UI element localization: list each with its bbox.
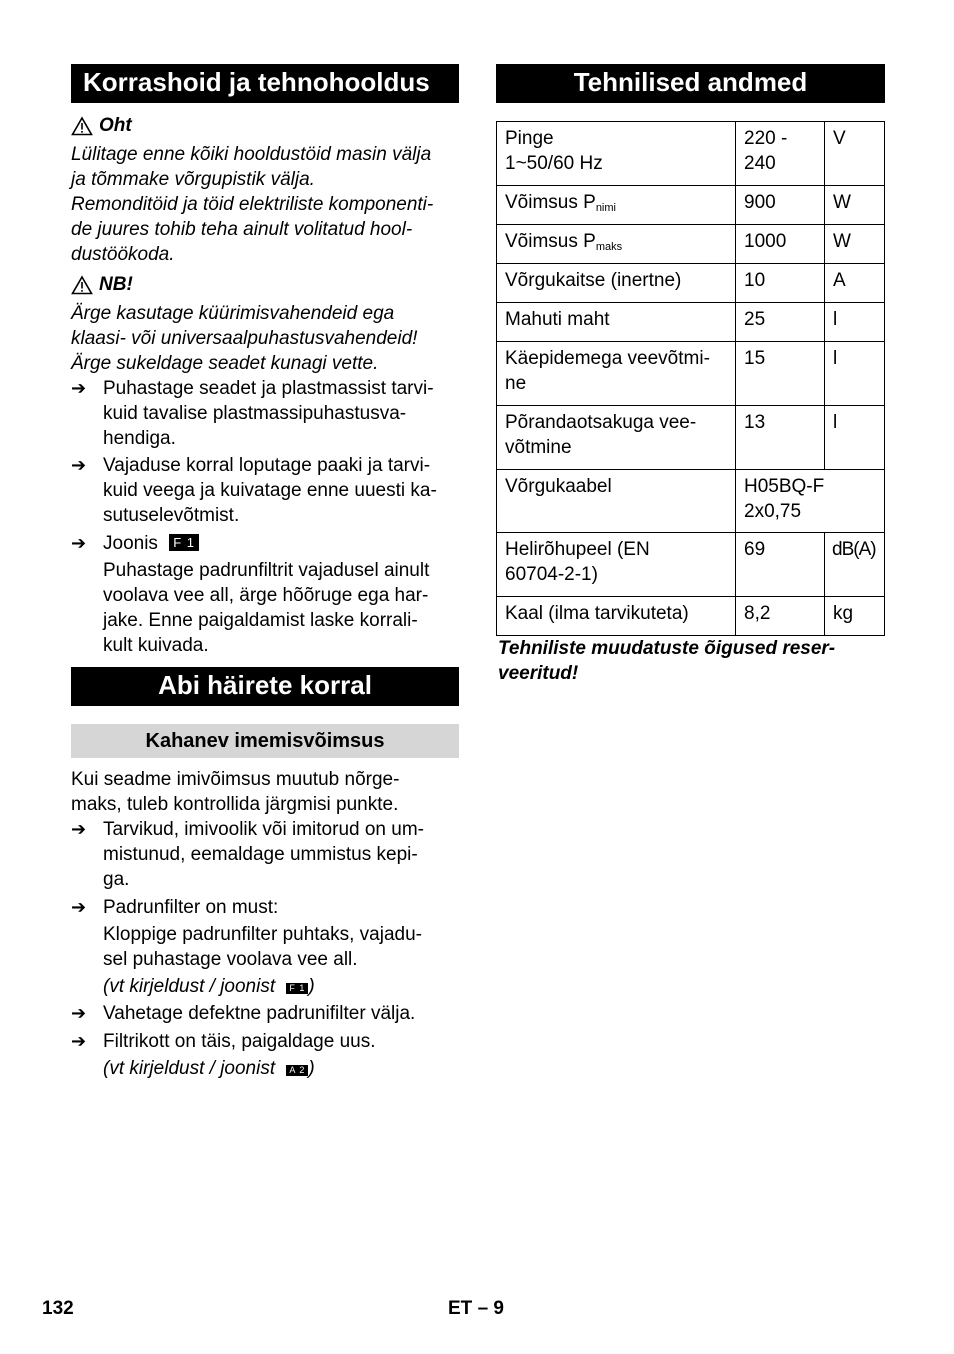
text-line: ga. xyxy=(103,869,130,890)
intro-text xyxy=(71,767,459,817)
spec-unit: A xyxy=(825,264,885,303)
warning-triangle-icon xyxy=(71,116,93,136)
text-line: ja tõmmake võrgupistik välja. xyxy=(71,169,315,190)
figure-badge: F 1 xyxy=(169,534,199,551)
text-line: 10 xyxy=(744,270,766,291)
text-line: Kui seadme imivõimsus muutub nõrge- xyxy=(71,769,400,790)
arrow-right-icon: ➔ xyxy=(71,1031,87,1051)
text-line: Filtrikott on täis, paigaldage uus. xyxy=(103,1031,376,1052)
spec-note xyxy=(496,636,885,686)
reference-close: ) xyxy=(308,976,315,997)
left-column xyxy=(71,64,459,1081)
subscript: nimi xyxy=(595,202,616,214)
spec-value xyxy=(736,264,825,303)
text-line: 13 xyxy=(744,412,766,433)
spec-row xyxy=(497,342,885,406)
spec-unit: W xyxy=(825,186,885,225)
arrow-right-icon: ➔ xyxy=(71,455,87,475)
spec-row xyxy=(497,264,885,303)
warning-triangle-icon xyxy=(71,275,93,295)
step-item xyxy=(71,1029,459,1081)
spec-value xyxy=(736,597,825,636)
spec-unit: kg xyxy=(825,597,885,636)
step-item xyxy=(71,376,459,451)
spec-unit: W xyxy=(825,225,885,264)
text-line: 60704-2-1) xyxy=(505,564,598,585)
text-line xyxy=(505,229,727,254)
spec-value xyxy=(736,470,885,533)
warning-oht xyxy=(71,113,459,138)
spec-label xyxy=(497,406,736,470)
text-line: Põrandaotsakuga vee- xyxy=(505,412,697,433)
reference-text: (vt kirjeldust / joonist xyxy=(103,976,276,997)
spec-row xyxy=(497,303,885,342)
text-line: kuid veega ja kuivatage enne uuesti ka- xyxy=(103,480,437,501)
arrow-right-icon: ➔ xyxy=(71,819,87,839)
text-line: Kloppige padrunfilter puhtaks, vajadu- xyxy=(103,924,422,945)
arrow-right-icon: ➔ xyxy=(71,533,87,553)
text-line: mistunud, eemaldage ummistus kepi- xyxy=(103,844,418,865)
spec-value xyxy=(736,406,825,470)
text-line xyxy=(505,190,727,215)
text-line: 900 xyxy=(744,192,776,213)
text-line: Ärge kasutage küürimisvahendeid ega xyxy=(71,303,395,324)
text-line: Vajaduse korral loputage paaki ja tarvi- xyxy=(103,455,431,476)
spec-unit: l xyxy=(825,342,885,406)
page-number: 132 xyxy=(42,1298,74,1319)
spec-label xyxy=(497,303,736,342)
spec-value xyxy=(736,342,825,406)
text-line: Vahetage defektne padrunifilter välja. xyxy=(103,1003,416,1024)
spec-label xyxy=(497,225,736,264)
spec-unit: l xyxy=(825,406,885,470)
spec-row xyxy=(497,470,885,533)
text-line: võtmine xyxy=(505,437,572,458)
spec-unit: l xyxy=(825,303,885,342)
nb-text xyxy=(71,301,459,376)
subheading-suction: Kahanev imemisvõimsus xyxy=(71,724,459,758)
text-line: Käepidemega veevõtmi- xyxy=(505,348,710,369)
warning-label: Oht xyxy=(99,115,132,136)
text-line: Võimsus P xyxy=(505,231,596,252)
text-line: 69 xyxy=(744,539,766,560)
heading-maintenance: Korrashoid ja tehnohooldus xyxy=(71,64,459,103)
text-line: 240 xyxy=(744,153,776,174)
text-line: Pinge xyxy=(505,128,554,149)
text-line: Kaal (ilma tarvikuteta) xyxy=(505,603,689,624)
reference-line xyxy=(103,974,459,999)
step-item xyxy=(71,531,459,658)
heading-troubleshooting: Abi häirete korral xyxy=(71,667,459,706)
text-line: hendiga. xyxy=(103,428,176,449)
text-line: kult kuivada. xyxy=(103,635,209,656)
text-line: kuid tavalise plastmassipuhastusva- xyxy=(103,403,407,424)
text-line: sel puhastage voolava vee all. xyxy=(103,949,358,970)
text-line: Remonditöid ja töid elektriliste komponenti- xyxy=(71,194,434,215)
step-item xyxy=(71,1001,459,1026)
text-line: Tarvikud, imivoolik või imitorud on um- xyxy=(103,819,424,840)
text-line: 25 xyxy=(744,309,766,330)
text-line: 15 xyxy=(744,348,766,369)
spec-label xyxy=(497,597,736,636)
arrow-right-icon: ➔ xyxy=(71,378,87,398)
text-line: H05BQ-F xyxy=(744,476,825,497)
warning-nb xyxy=(71,272,459,297)
spec-label xyxy=(497,342,736,406)
warning-label: NB! xyxy=(99,274,133,295)
arrow-right-icon: ➔ xyxy=(71,1003,87,1023)
text-line: dustöökoda. xyxy=(71,244,175,265)
spec-label xyxy=(497,122,736,186)
text-line: jake. Enne paigaldamist laske korrali- xyxy=(103,610,418,631)
text-line: Mahuti maht xyxy=(505,309,610,330)
joonis-line xyxy=(103,531,459,556)
spec-value xyxy=(736,303,825,342)
text-line: Lülitage enne kõiki hooldustöid masin välja xyxy=(71,144,432,165)
reference-text: (vt kirjeldust / joonist xyxy=(103,1058,276,1079)
spec-label xyxy=(497,186,736,225)
figure-badge: F 1 xyxy=(286,983,308,994)
heading-technical-data: Tehnilised andmed xyxy=(496,64,885,103)
text-line: 8,2 xyxy=(744,603,771,624)
text-line: voolava vee all, ärge hõõruge ega har- xyxy=(103,585,429,606)
section-page: – 9 xyxy=(477,1298,504,1319)
text-line: Puhastage seadet ja plastmassist tarvi- xyxy=(103,378,434,399)
spec-row xyxy=(497,225,885,264)
text-line: 2x0,75 xyxy=(744,501,802,522)
text-line: Padrunfilter on must: xyxy=(103,897,279,918)
step-item xyxy=(71,817,459,892)
spec-value xyxy=(736,186,825,225)
reference-line xyxy=(103,1056,459,1081)
subscript: maks xyxy=(595,241,623,253)
step-item xyxy=(71,453,459,528)
text-line: Tehniliste muudatuste õigused reser- xyxy=(498,638,836,659)
text-line: klaasi- või universaalpuhastusvahendeid! xyxy=(71,328,418,349)
text-line: 1~50/60 Hz xyxy=(505,153,603,174)
spec-label xyxy=(497,264,736,303)
text-line: Võrgukaitse (inertne) xyxy=(505,270,682,291)
text-line: veeritud! xyxy=(498,663,579,684)
spec-row xyxy=(497,122,885,186)
spec-label xyxy=(497,470,736,533)
text-line: 1000 xyxy=(744,231,787,252)
text-line: Ärge sukeldage seadet kunagi vette. xyxy=(71,353,379,374)
arrow-right-icon: ➔ xyxy=(71,897,87,917)
reference-close: ) xyxy=(308,1058,315,1079)
figure-badge: A 2 xyxy=(286,1065,308,1076)
spec-row xyxy=(497,186,885,225)
text-line: 220 - xyxy=(744,128,788,149)
text-line: maks, tuleb kontrollida järgmisi punkte. xyxy=(71,794,399,815)
spec-table xyxy=(496,121,885,636)
spec-row xyxy=(497,406,885,470)
spec-row xyxy=(497,533,885,597)
spec-value xyxy=(736,122,825,186)
step-item xyxy=(71,895,459,999)
text-line: Helirõhupeel (EN xyxy=(505,539,650,560)
section-code: ET xyxy=(448,1298,473,1319)
text-line: Võimsus P xyxy=(505,192,596,213)
spec-unit: V xyxy=(825,122,885,186)
joonis-label: Joonis xyxy=(103,533,158,554)
text-line: sutuselevõtmist. xyxy=(103,505,240,526)
spec-value xyxy=(736,225,825,264)
text-line: ne xyxy=(505,373,527,394)
text-line: Võrgukaabel xyxy=(505,476,612,497)
page-footer-section xyxy=(448,1298,504,1320)
spec-value xyxy=(736,533,825,597)
spec-row xyxy=(497,597,885,636)
spec-unit: dB(A) xyxy=(825,533,885,597)
text-line: de juures tohib teha ainult volitatud hool- xyxy=(71,219,413,240)
text-line: Puhastage padrunfiltrit vajadusel ainult xyxy=(103,560,430,581)
spec-label xyxy=(497,533,736,597)
oht-text xyxy=(71,142,459,267)
right-column xyxy=(496,64,885,686)
